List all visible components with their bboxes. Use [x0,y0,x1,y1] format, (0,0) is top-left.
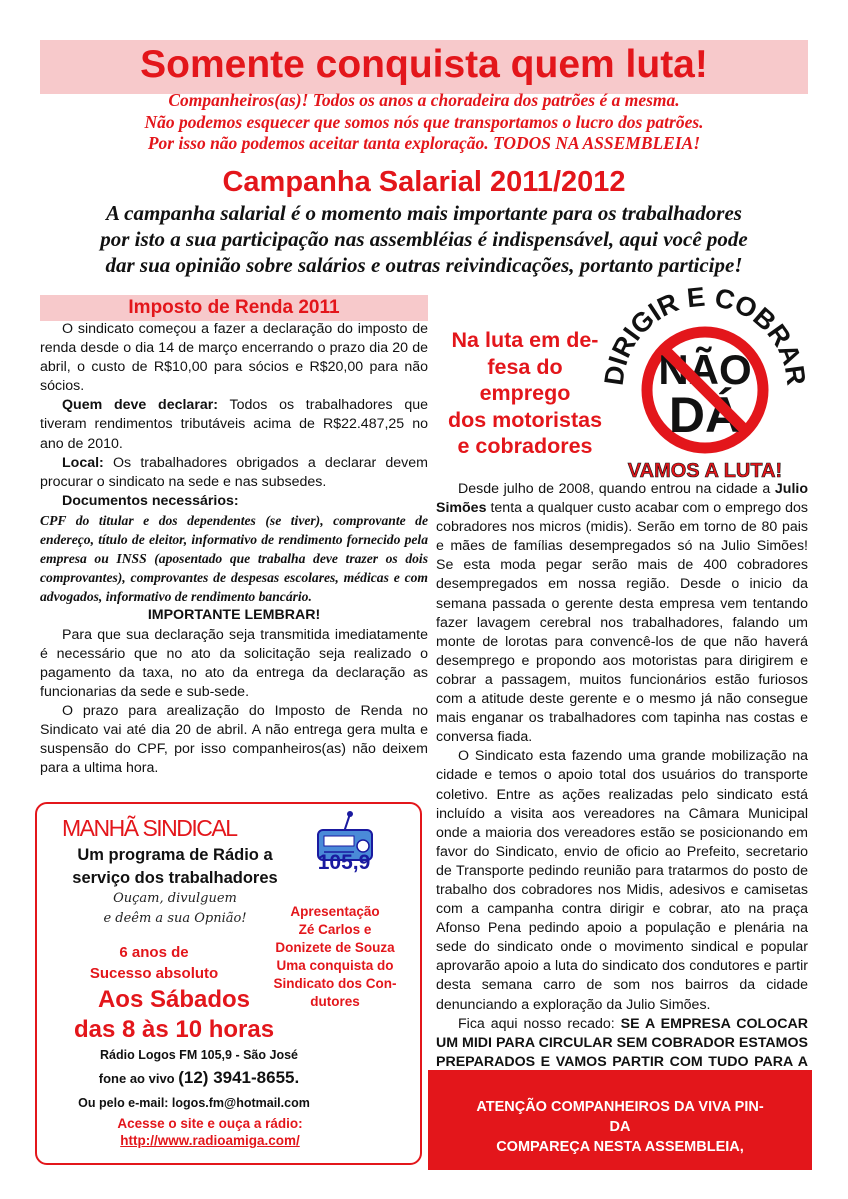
stamp-arc-text: DIRIGIR E COBRAR [598,281,812,388]
article-text: tenta a qualquer custo acabar com o emprego dos cobradores nos micros (midis). Serão em torno de 80 pais e mães de famílias desempregados só na Julio Simões! Se esta moda pegar serão mais de 400 cobradores desempregados em nossa região. Desde o inicio da semana passada o gerente desta empresa vem tentando fazer lavagem cerebral nos trabalhadores, falando um monte de lorotas para convencê-los de que não haverá desemprego e propondo aos motoristas para dirigirem e cobrar a passagem, muitos funcionários estão furiosos com a atitude deste gerente e o mesmo já não consegue mais enganar os trabalhadores com tapinha nas costas e conversa fiada. [436,500,808,746]
radio-anos-line: 6 anos de [119,944,189,961]
article-text: Desde julho de 2008, quando entrou na cidade a [458,481,775,497]
radio-site-label: Acesse o site e ouça a rádio: [117,1116,303,1131]
radio-presenters-line: Donizete de Souza [275,940,395,955]
imposto-docs: CPF do titular e dos dependentes (se tiver), comprovante de endereço, título de eleitor, informativo de rendimento fornecido pela empresa ou INSS (aposentado que trabalha deve trazer os dois comprovantes), comprovantes de despesas escolares, médicas e com advogados, informativo de rendimento bancário. [40,512,428,605]
radio-hand-line: Ouçam, divulguem [113,891,237,906]
article-paragraph: O Sindicato esta fazendo uma grande mobilização na cidade e temos o apoio total dos usuários do transporte coletivo. Entre as ações realizadas pelo sindicato está incluído a visita aos vereadores na Câmara Municipal onde a maioria dos vereadores estão se posicionando em favor do Sindicato, envio de oficio ao Prefeito, secretario de Transporte pedindo reunião para tratarmos do posto de trabalho dos cobradores nos Midis, adesivos e camisetas com a campanha contra dirigir e cobrar, ato na praça Afonso Pena pedindo apoio a população e plenária na sede do sindicato onde o movimento sindical e popular aprovarão apoio a luta do sindicato dos condutores e partir desta semana carro de som nos bairros da cidade denunciando a exploração da Julio Simões. [436,748,808,1013]
imposto-title: Imposto de Renda 2011 [128,297,340,318]
atencao-text [428,1097,812,1157]
radio-presenters-line: Sindicato dos Con- [273,976,397,991]
company-name: Julio Simões [436,481,808,517]
atencao-line: COMPAREÇA NESTA ASSEMBLEIA, [496,1139,744,1155]
radio-title: MANHÃ SINDICAL [62,815,237,841]
radio-site [60,1115,360,1149]
campaign-line: dar sua opinião sobre salários e outras reivindicações, portanto participe! [105,253,743,277]
imposto-text: Os trabalhadores obrigados a declarar devem procurar o sindicato na sede e nas subsedes. [40,454,428,490]
radio-presenters-line: dutores [310,994,360,1009]
imposto-paragraph: O prazo para arealização do Imposto de Renda no Sindicato vai até dia 20 de abril. A não entrega gera multa e suspensão do CPF, por isso companheiros(as) não deixem para a ultima hora. [40,702,428,777]
intro-line: Por isso não podemos aceitar tanta exploração. TODOS NA ASSEMBLEIA! [147,133,701,153]
radio-phone [44,1066,354,1091]
imposto-importante: IMPORTANTE LEMBRAR! [147,607,321,624]
article-body [436,480,808,1091]
campaign-line: A campanha salarial é o momento mais importante para os trabalhadores [106,201,742,225]
radio-subtitle-line: serviço dos trabalhadores [72,869,278,887]
radio-station: Rádio Logos FM 105,9 - São José [100,1048,298,1062]
article-paragraph [436,480,808,747]
imposto-paragraph: Para que sua declaração seja transmitida imediatamente é necessário que no ato da solicitação seja realizado o pagamento da taxa, no ato da entrega da declaração as funcionarias da sede e sub-sede. [40,626,428,700]
radio-schedule-line: das 8 às 10 horas [73,1016,275,1043]
radio-phone-number: (12) 3941-8655. [178,1068,300,1087]
radio-anos [44,942,264,984]
radio-subtitle-line: Um programa de Rádio a [77,846,273,864]
radio-presenters-line: Uma conquista do [276,958,394,973]
radio-schedule-line: Aos Sábados [97,986,251,1013]
nao-da-stamp [598,280,812,480]
atencao-line: ATENÇÃO COMPANHEIROS DA VIVA PIN- [476,1099,764,1115]
imposto-text: Todos os trabalhadores que tiveram rendimentos tributáveis acima de R$22.487,25 no ano de 2010. [40,397,428,452]
radio-presenters-line: Apresentação [290,904,380,919]
imposto-body [40,320,428,778]
radio-presenters-line: Zé Carlos e [298,922,372,937]
imposto-label: Quem deve declarar: [62,397,218,414]
radio-presenters [255,903,415,1011]
stamp-nao: NÃO [658,346,752,393]
article-warning: SE A EMPRESA COLOCAR UM MIDI PARA CIRCULAR SEM COBRADOR ESTAMOS PREPARADOS E VAMOS PARTIR COM TUDO PARA A [436,1015,808,1070]
radio-phone-label: fone ao vivo [98,1071,179,1086]
imposto-paragraph [40,396,428,453]
atencao-line: DA [609,1119,631,1135]
radio-hand-line: e deêm a sua Opnião! [103,911,247,926]
luta-title-line: dos motoristas [447,407,603,432]
imposto-paragraph: O sindicato começou a fazer a declaração do imposto de renda desde o dia 14 de março encerrando o prazo dia 20 de abril, o custo de R$10,00 para sócios e R$20,00 para não sócios. [40,321,428,395]
luta-title [430,327,620,460]
radio-anos-line: Sucesso absoluto [89,965,219,982]
intro-line: Companheiros(as)! Todos os anos a choradeira dos patrões é a mesma. [168,90,680,110]
intro-line: Não podemos esquecer que somos nós que transportamos o lucro dos patrões. [144,111,704,132]
imposto-label: Local: [62,454,104,471]
stamp-da: DÁ [668,387,742,443]
campaign-title: Campanha Salarial 2011/2012 [222,166,626,198]
luta-title-line: Na luta em de- [451,328,599,352]
luta-title-line: e cobradores [457,434,593,458]
headline: Somente conquista quem luta! [140,43,708,86]
imposto-label: Documentos necessários: [62,492,239,509]
luta-title-line: fesa do [487,354,563,379]
intro-text [40,90,808,155]
radio-email: Ou pelo e-mail: logos.fm@hotmail.com [78,1096,310,1110]
luta-title-line: emprego [479,381,571,405]
radio-frequency: 105,9 [317,851,371,874]
campaign-text [40,200,808,278]
radio-subtitle [46,844,304,890]
article-text: Fica aqui nosso recado: [458,1015,621,1032]
campaign-line: por isto a sua participação nas assembléias é indispensável, aqui você pode [100,227,748,251]
stamp-footer: VAMOS A LUTA! [627,460,783,480]
radio-url-link[interactable]: http://www.radioamiga.com/ [120,1133,300,1148]
imposto-docs-label [40,492,428,511]
imposto-paragraph [40,454,428,492]
